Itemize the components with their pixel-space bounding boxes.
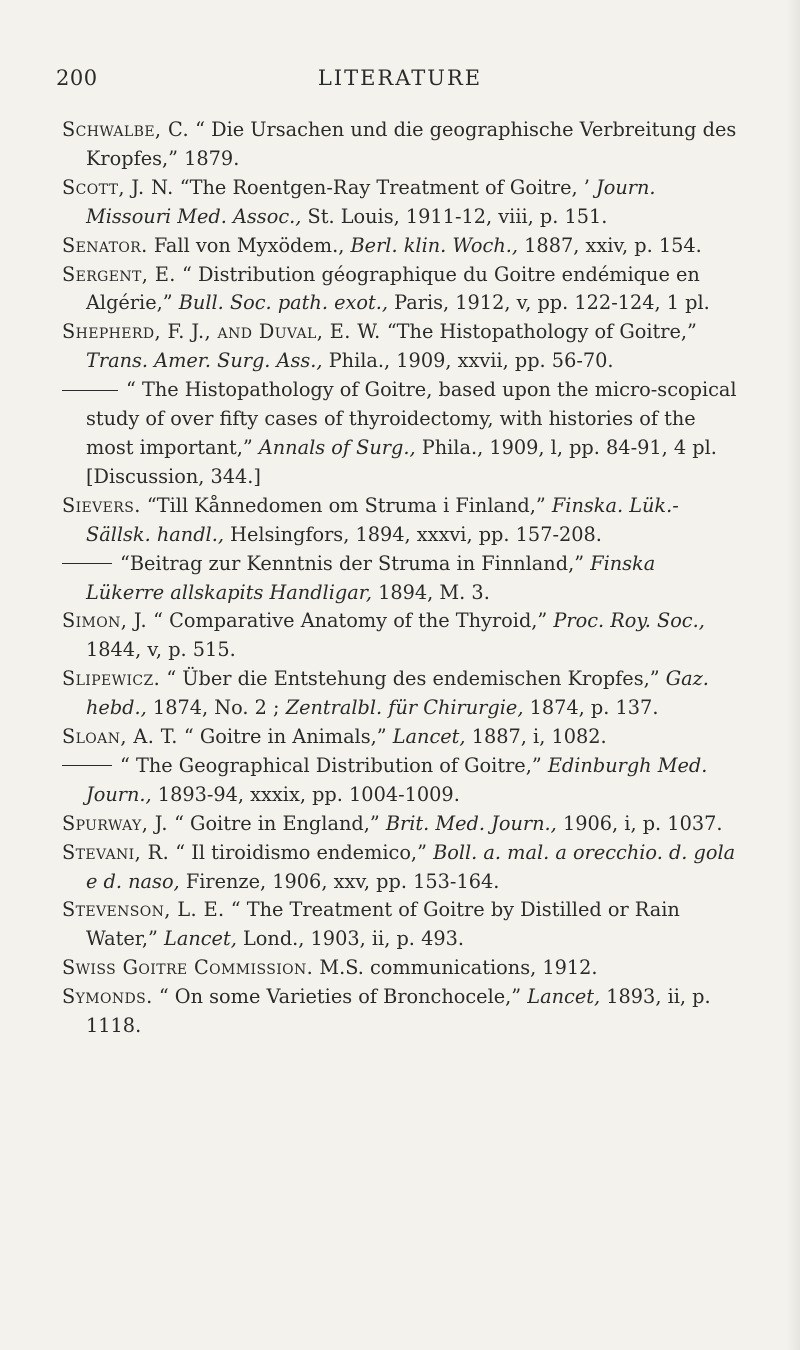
entry-author: Slipewicz. xyxy=(62,667,161,691)
entry-journal: Journ. Missouri Med. Assoc., xyxy=(86,175,656,228)
bibliography-entry xyxy=(62,723,738,752)
entry-journal: Lancet, xyxy=(527,985,601,1009)
entry-details: 1893-94, xxxix, pp. 1004-1009. xyxy=(157,782,460,806)
entry-details: 1887, i, 1082. xyxy=(471,725,607,749)
bibliography-entry xyxy=(62,376,738,492)
bibliography-list xyxy=(62,116,738,1041)
bibliography-entry xyxy=(62,810,738,839)
entry-author: Shepherd, F. J., and Duval, E. W. xyxy=(62,320,381,344)
entry-title: “Beitrag zur Kenntnis der Struma in Finnland,” xyxy=(120,551,585,575)
entry-author: Spurway, J. xyxy=(62,811,168,835)
entry-title: Fall von Myxödem., xyxy=(153,233,345,257)
bibliography-entry xyxy=(62,954,738,983)
entry-details: 1906, i, p. 1037. xyxy=(562,811,723,835)
entry-author: Stevani, R. xyxy=(62,840,170,864)
entry-author: Simon, J. xyxy=(62,609,148,633)
ditto-dash xyxy=(62,765,112,766)
entry-journal: Proc. Roy. Soc., xyxy=(553,609,705,633)
entry-details: Phila., 1909, xxvii, pp. 56-70. xyxy=(328,349,614,373)
entry-title: “ On some Varieties of Bronchocele,” xyxy=(158,985,522,1009)
entry-author: Symonds. xyxy=(62,985,153,1009)
bibliography-entry xyxy=(62,550,738,608)
entry-journal: Trans. Amer. Surg. Ass., xyxy=(86,349,323,373)
entry-journal: Lancet, xyxy=(392,725,466,749)
entry-journal: Bull. Soc. path. exot., xyxy=(178,291,388,315)
entry-details: Lond., 1903, ii, p. 493. xyxy=(242,927,464,951)
entry-author: Schwalbe, C. xyxy=(62,118,189,141)
entry-details: Phila., 1909, l, pp. 84-91, 4 pl. [Discussion, 344.] xyxy=(86,435,717,488)
entry-author: Scott, J. N. xyxy=(62,175,174,199)
page-number: 200 xyxy=(56,66,98,90)
bibliography-entry xyxy=(62,896,738,954)
bibliography-entry xyxy=(62,232,738,261)
entry-journal: Annals of Surg., xyxy=(258,435,416,459)
entry-details: 1844, v, p. 515. xyxy=(86,638,236,662)
ditto-dash xyxy=(62,563,112,564)
entry-journal: Edinburgh Med. Journ., xyxy=(86,753,708,806)
entry-author: Sergent, E. xyxy=(62,262,176,286)
bibliography-entry xyxy=(62,983,738,1041)
entry-title: “The Histopathology of Goitre,” xyxy=(386,320,697,344)
entry-journal: Boll. a. mal. a orecchio. d. gola e d. naso, xyxy=(86,840,736,893)
entry-journal-secondary: Zentralbl. für Chirurgie, xyxy=(285,696,524,720)
entry-details: Firenze, 1906, xxv, pp. 153-164. xyxy=(185,869,500,893)
entry-details: 1874, No. 2 ; xyxy=(152,696,280,720)
entry-author: Stevenson, L. E. xyxy=(62,898,225,922)
bibliography-entry xyxy=(62,174,738,232)
bibliography-entry xyxy=(62,752,738,810)
entry-title: “ Goitre in Animals,” xyxy=(183,725,387,749)
entry-details: 1887, xxiv, p. 154. xyxy=(524,233,702,257)
page-header xyxy=(0,66,800,96)
entry-text: “ Die Ursachen und die geographische Verbreitung des Kropfes,” 1879. xyxy=(86,118,737,170)
ditto-dash xyxy=(62,390,118,391)
entry-title: “The Roentgen-Ray Treatment of Goitre, ’ xyxy=(179,175,590,199)
entry-author: Sievers. xyxy=(62,493,141,517)
entry-title: “Till Kånnedomen om Struma i Finland,” xyxy=(146,493,546,517)
bibliography-entry xyxy=(62,116,738,174)
entry-title: “ Il tiroidismo endemico,” xyxy=(175,840,427,864)
entry-journal: Gaz. hebd., xyxy=(86,667,709,720)
entry-title: “ The Histopathology of Goitre, based upon the micro-scopical study of over fifty cases of thyroidectomy, with histories of the most important,” xyxy=(86,378,737,459)
bibliography-entry xyxy=(62,318,738,376)
entry-journal: Brit. Med. Journ., xyxy=(385,811,557,835)
page-edge-shadow xyxy=(786,0,800,1350)
entry-author: Senator. xyxy=(62,233,148,257)
entry-title: “ Distribution géographique du Goitre endémique en Algérie,” xyxy=(86,262,700,315)
entry-details: Helsingfors, 1894, xxxvi, pp. 157-208. xyxy=(230,522,602,546)
entry-journal: Finska. Lük.-Sällsk. handl., xyxy=(86,493,679,546)
running-head: LITERATURE xyxy=(317,66,483,90)
entry-title: “ Über die Entstehung des endemischen Kropfes,” xyxy=(166,667,660,691)
bibliography-entry xyxy=(62,492,738,550)
bibliography-entry xyxy=(62,607,738,665)
entry-journal: Berl. klin. Woch., xyxy=(350,233,519,257)
bibliography-entry xyxy=(62,261,738,319)
bibliography-entry xyxy=(62,665,738,723)
entry-details: St. Louis, 1911-12, viii, p. 151. xyxy=(307,204,608,228)
entry-details: Paris, 1912, v, pp. 122-124, 1 pl. xyxy=(394,291,710,315)
entry-details: 1894, M. 3. xyxy=(378,580,490,604)
entry-title: “ The Geographical Distribution of Goitre,” xyxy=(120,753,542,777)
entry-text: M.S. communications, 1912. xyxy=(319,956,598,980)
entry-journal: Lancet, xyxy=(164,927,237,951)
entry-details: 1874, p. 137. xyxy=(529,696,659,720)
bibliography-entry xyxy=(62,839,738,897)
entry-title: “ Comparative Anatomy of the Thyroid,” xyxy=(153,609,548,633)
entry-title: “ The Treatment of Goitre by Distilled or Rain Water,” xyxy=(86,898,680,951)
entry-author: Swiss Goitre Commission. xyxy=(62,956,314,980)
entry-journal: Finska Lükerre allskapits Handligar, xyxy=(86,551,656,604)
entry-details: 1893, ii, p. 1118. xyxy=(86,985,711,1038)
entry-title: “ Goitre in England,” xyxy=(174,811,380,835)
entry-author: Sloan, A. T. xyxy=(62,725,178,749)
